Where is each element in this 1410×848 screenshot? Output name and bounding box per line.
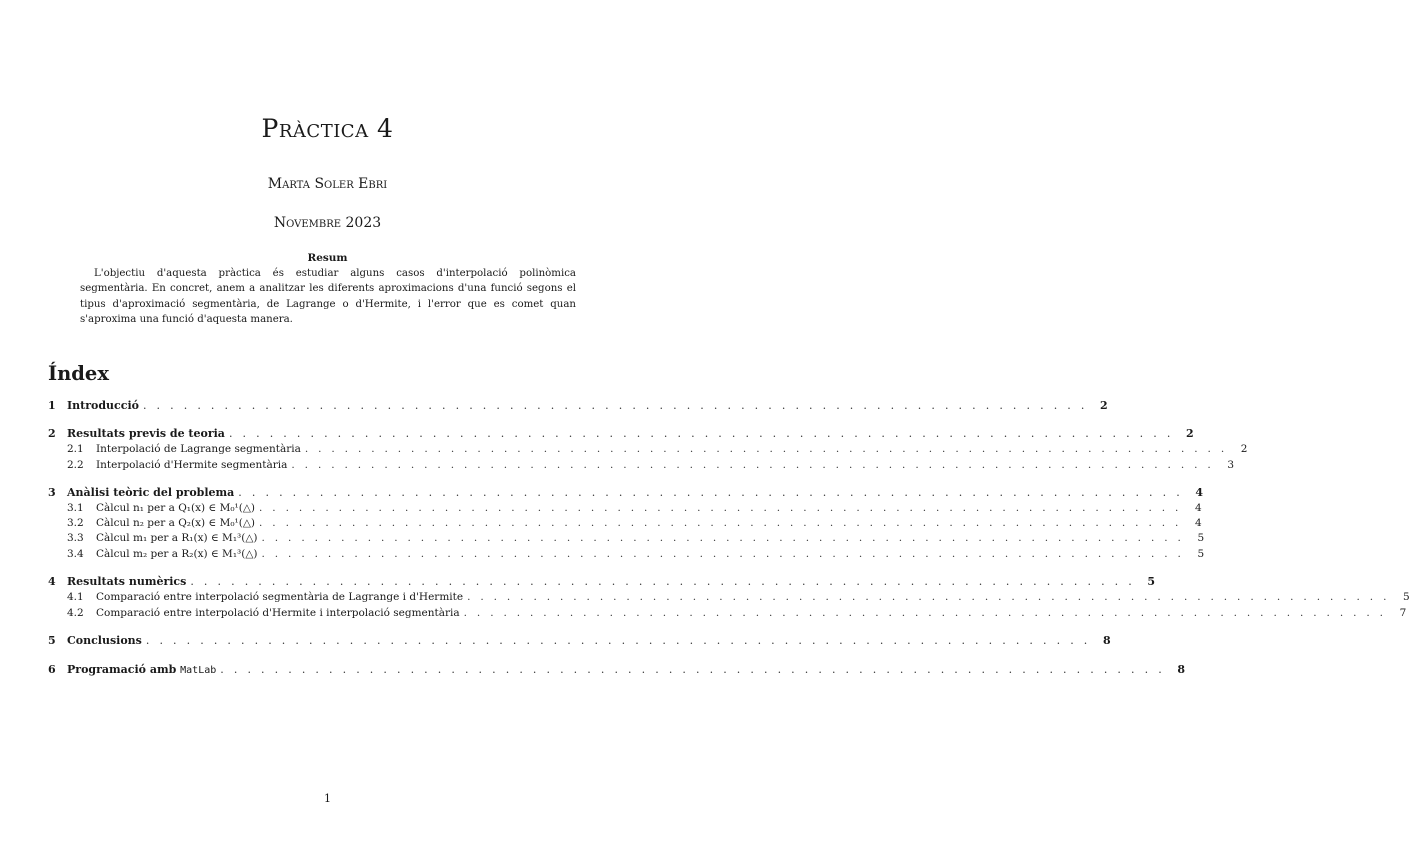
toc-entry-label: Interpolació de Lagrange segmentària (96, 443, 301, 455)
toc-leader-dots: . . . . . . . . . . . . . . . . . . . . . . . . . . . . . . . . . . . . . . . . . . . . . . . . . . . . . . . . . . . . . . . . . . . . . . (467, 591, 1390, 603)
toc-entry-label: Resultats previs de teoria (67, 427, 225, 440)
document-date: Novembre 2023 (273, 215, 382, 231)
toc-leader-dots: . . . . . . . . . . . . . . . . . . . . . . . . . . . . . . . . . . . . . . . . . . . . . . . . . . . . . . . . . . . . . . . . . . . . . . (220, 663, 1165, 676)
toc-leader-dots: . . . . . . . . . . . . . . . . . . . . . . . . . . . . . . . . . . . . . . . . . . . . . . . . . . . . . . . . . . . . . . . . . . . . . . (142, 399, 1088, 412)
toc-entry-number: 3.1 (67, 502, 84, 514)
toc-entry-label (67, 663, 216, 676)
toc-entry-page: 4 (1194, 502, 1202, 514)
toc-leader-dots: . . . . . . . . . . . . . . . . . . . . . . . . . . . . . . . . . . . . . . . . . . . . . . . . . . . . . . . . . . . . . . . . . . . . . . (238, 486, 1184, 499)
toc-entry-number: 2 (48, 427, 56, 440)
toc-entry-page: 5 (1147, 575, 1156, 588)
toc-entry-comparacio-lagrange-hermite[interactable] (48, 588, 1410, 603)
toc-entry-page: 5 (1197, 532, 1205, 544)
abstract-text: L'objectiu d'aquesta pràctica és estudiar alguns casos d'interpolació polinòmica segmentària. En concret, anem a analitzar les diferents aproximacions d'una funció segons el tipus d'aproximació segmentària, de Lagrange o d'Hermite, i l'error que es comet quan s'aproxima una funció d'aquesta manera. (80, 268, 576, 326)
toc-entry-label-code: MatLab (180, 665, 217, 676)
toc-entry-number: 3.3 (67, 532, 84, 544)
toc-entry-page: 5 (1403, 591, 1410, 603)
toc-entry-calcul-m1[interactable] (48, 529, 1205, 544)
toc-entry-label: Càlcul m₁ per a R₁(x) ∈ M₁³(△) (96, 532, 258, 544)
toc-entry-number: 2.2 (67, 459, 84, 471)
toc-leader-dots: . . . . . . . . . . . . . . . . . . . . . . . . . . . . . . . . . . . . . . . . . . . . . . . . . . . . . . . . . . . . . . . . . . . . . . (261, 548, 1185, 560)
toc-leader-dots: . . . . . . . . . . . . . . . . . . . . . . . . . . . . . . . . . . . . . . . . . . . . . . . . . . . . . . . . . . . . . . . . . . . . . . (463, 607, 1387, 619)
toc-entry-page: 4 (1194, 517, 1202, 529)
toc-entry-number: 4.2 (67, 607, 84, 619)
toc-entry-label: Comparació entre interpolació segmentària de Lagrange i d'Hermite (96, 591, 464, 603)
toc-entry-number: 3 (48, 486, 56, 499)
toc-entry-lagrange-segmentaria[interactable] (48, 440, 1248, 455)
toc-entry-comparacio-hermite-segmentaria[interactable] (48, 604, 1407, 619)
toc-entry-number: 6 (48, 663, 56, 676)
toc-entry-number: 4 (48, 575, 56, 588)
toc-entry-page: 7 (1399, 607, 1407, 619)
toc-entry-label: Càlcul n₂ per a Q₂(x) ∈ M₀¹(△) (96, 517, 256, 529)
toc-entry-number: 3.4 (67, 548, 84, 560)
toc-leader-dots: . . . . . . . . . . . . . . . . . . . . . . . . . . . . . . . . . . . . . . . . . . . . . . . . . . . . . . . . . . . . . . . . . . . . . . (259, 517, 1182, 529)
toc-entry-page: 4 (1195, 486, 1204, 499)
toc-entry-calcul-m2[interactable] (48, 545, 1205, 560)
toc-leader-dots: . . . . . . . . . . . . . . . . . . . . . . . . . . . . . . . . . . . . . . . . . . . . . . . . . . . . . . . . . . . . . . . . . . . . . . (259, 502, 1182, 514)
toc-entry-page: 2 (1100, 399, 1108, 412)
toc-entry-label: Conclusions (67, 634, 142, 647)
toc-entry-label: Interpolació d'Hermite segmentària (96, 459, 288, 471)
toc-entry-resultats-numerics[interactable] (48, 573, 1156, 588)
toc-entry-calcul-n1[interactable] (48, 499, 1202, 514)
toc-leader-dots: . . . . . . . . . . . . . . . . . . . . . . . . . . . . . . . . . . . . . . . . . . . . . . . . . . . . . . . . . . . . . . . . . . . . . . (304, 443, 1228, 455)
toc-entry-page: 3 (1227, 459, 1235, 471)
index-title: Índex (48, 362, 109, 385)
toc-entry-number: 3.2 (67, 517, 84, 529)
toc-entry-page: 5 (1197, 548, 1205, 560)
toc-leader-dots: . . . . . . . . . . . . . . . . . . . . . . . . . . . . . . . . . . . . . . . . . . . . . . . . . . . . . . . . . . . . . . . . . . . . . . (291, 459, 1215, 471)
toc-entry-page: 8 (1102, 634, 1111, 647)
toc-leader-dots: . . . . . . . . . . . . . . . . . . . . . . . . . . . . . . . . . . . . . . . . . . . . . . . . . . . . . . . . . . . . . . . . . . . . . . (190, 575, 1136, 588)
toc-entry-number: 5 (48, 634, 56, 647)
toc-entry-analisi-teoric[interactable] (48, 484, 1204, 499)
toc-entry-page: 2 (1186, 427, 1194, 440)
toc-entry-number: 4.1 (67, 591, 84, 603)
author-name: Marta Soler Ebri (267, 176, 388, 192)
toc-leader-dots: . . . . . . . . . . . . . . . . . . . . . . . . . . . . . . . . . . . . . . . . . . . . . . . . . . . . . . . . . . . . . . . . . . . . . . (228, 427, 1174, 440)
toc-entry-label: Càlcul n₁ per a Q₁(x) ∈ M₀¹(△) (96, 502, 256, 514)
toc-entry-programacio-matlab[interactable] (48, 661, 1185, 676)
toc-entry-page: 2 (1240, 443, 1248, 455)
toc-entry-page: 8 (1177, 663, 1185, 676)
toc-entry-label: Resultats numèrics (67, 575, 187, 588)
toc-entry-introduccio[interactable] (48, 397, 1108, 412)
toc-entry-number: 2.1 (67, 443, 84, 455)
toc-entry-number: 1 (48, 399, 56, 412)
toc-entry-label: Comparació entre interpolació d'Hermite i interpolació segmentària (96, 607, 460, 619)
toc-entry-resultats-previs[interactable] (48, 425, 1194, 440)
toc-entry-calcul-n2[interactable] (48, 514, 1202, 529)
toc-entry-conclusions[interactable] (48, 632, 1111, 647)
document-title: Pràctica 4 (261, 114, 394, 143)
toc-leader-dots: . . . . . . . . . . . . . . . . . . . . . . . . . . . . . . . . . . . . . . . . . . . . . . . . . . . . . . . . . . . . . . . . . . . . . . (261, 532, 1185, 544)
toc-entry-label-text: Programació amb (67, 663, 177, 676)
toc-entry-label: Anàlisi teòric del problema (67, 486, 235, 499)
toc-entry-label: Càlcul m₂ per a R₂(x) ∈ M₁³(△) (96, 548, 258, 560)
toc-entry-label: Introducció (67, 399, 139, 412)
page-number: 1 (324, 792, 331, 805)
abstract-heading: Resum (307, 252, 348, 264)
toc-entry-hermite-segmentaria[interactable] (48, 456, 1235, 471)
toc-leader-dots: . . . . . . . . . . . . . . . . . . . . . . . . . . . . . . . . . . . . . . . . . . . . . . . . . . . . . . . . . . . . . . . . . . . . . . (145, 634, 1091, 647)
